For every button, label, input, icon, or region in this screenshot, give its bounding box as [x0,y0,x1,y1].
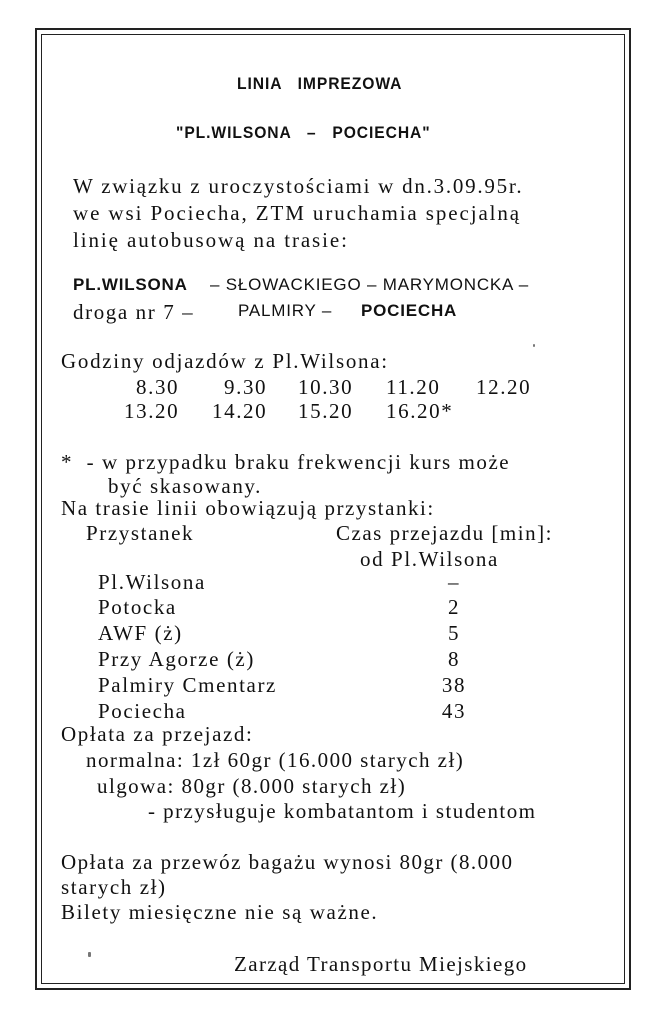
departure-time: 16.20* [386,399,454,423]
stops-col-name: Przystanek [86,521,195,545]
luggage-line-1: Opłata za przewóz bagażu wynosi 80gr (8.000 [61,850,514,874]
intro-line-2: we wsi Pociecha, ZTM uruchamia specjalną [73,201,522,225]
luggage-line-2: starych zł) [61,875,167,899]
stop-time: 5 [447,621,461,645]
stop-name: AWF (ż) [98,621,183,645]
departure-time: 14.20 [212,399,268,423]
departure-time: 10.30 [298,375,354,399]
departures-heading: Godziny odjazdów z Pl.Wilsona: [61,349,389,373]
stop-time: – [447,570,461,594]
fare-normal: normalna: 1zł 60gr (16.000 starych zł) [86,748,465,772]
departure-time: 9.30 [224,375,268,399]
tickets-note: Bilety miesięczne nie są ważne. [61,900,379,924]
notice-route-title: "PL.WILSONA – POCIECHA" [176,123,431,142]
departure-time: 12.20 [476,375,532,399]
stop-name: Palmiry Cmentarz [98,673,277,697]
departure-time: 15.20 [298,399,354,423]
footnote-line-1: * - w przypadku braku frekwencji kurs może [61,450,511,474]
route-line-2-mid: PALMIRY – [238,301,333,320]
route-line-1-rest: – SŁOWACKIEGO – MARYMONCKA – [210,275,530,294]
notice-title: LINIA IMPREZOWA [237,74,403,93]
route-line-2-start: droga nr 7 – [73,300,195,324]
stop-name: Potocka [98,595,177,619]
stop-time: 2 [447,595,461,619]
intro-line-1: W związku z uroczystościami w dn.3.09.95r. [73,174,524,198]
footnote-line-2: być skasowany. [108,474,263,498]
stop-time: 38 [441,673,467,697]
stops-col-time-sub: od Pl.Wilsona [360,547,499,571]
scan-speck [533,344,535,347]
scan-speck [88,952,91,957]
stop-name: Pociecha [98,699,187,723]
fares-heading: Opłata za przejazd: [61,722,254,746]
stops-heading: Na trasie linii obowiązują przystanki: [61,496,435,520]
route-line-2-end: POCIECHA [361,301,458,320]
stop-time: 8 [447,647,461,671]
stop-time: 43 [441,699,467,723]
stop-name: Przy Agorze (ż) [98,647,255,671]
signature: Zarząd Transportu Miejskiego [234,952,528,976]
departure-time: 11.20 [386,375,441,399]
departure-time: 8.30 [136,375,180,399]
intro-line-3: linię autobusową na trasie: [73,228,349,252]
fare-reduced: ulgowa: 80gr (8.000 starych zł) [97,774,407,798]
stops-col-time: Czas przejazdu [min]: [336,521,553,545]
fare-reduced-note: - przysługuje kombatantom i studentom [148,799,537,823]
stop-name: Pl.Wilsona [98,570,206,594]
route-line-1-start: PL.WILSONA [73,275,188,294]
departure-time: 13.20 [124,399,180,423]
